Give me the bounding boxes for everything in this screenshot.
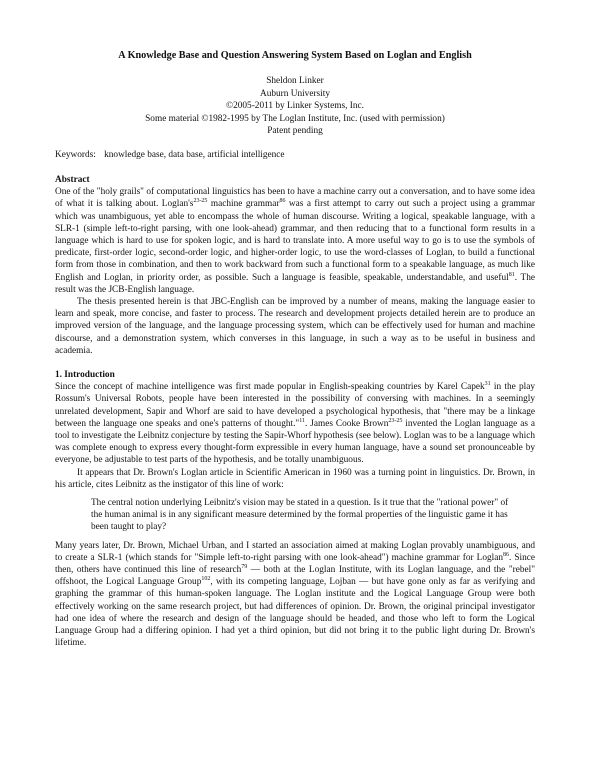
copyright-line: ©2005-2011 by Linker Systems, Inc. bbox=[226, 101, 364, 112]
intro-paragraph-3 bbox=[55, 540, 535, 650]
author-name: Sheldon Linker bbox=[266, 76, 324, 86]
keywords-label: Keywords: bbox=[55, 149, 96, 160]
abstract-paragraph-1 bbox=[55, 186, 535, 296]
citation: 11 bbox=[299, 417, 305, 424]
text-span: . The result was the JCB-English language. bbox=[55, 272, 535, 295]
citation: 86 bbox=[502, 551, 509, 558]
keywords-text: knowledge base, data base, artificial intelligence bbox=[104, 149, 285, 160]
introduction-heading: 1. Introduction bbox=[55, 370, 115, 381]
text-span: — both at the Loglan Institute, with its Loglan language, and the "rebel" offshoot, the Logical Language Group bbox=[55, 565, 535, 588]
text-span: One of the "holy grails" of computational linguistics has been to have a machine carry out a conversation, and to have some idea of what it is talking about. Loglan's bbox=[55, 187, 535, 210]
intro-paragraph-2: It appears that Dr. Brown's Loglan article in Scientific American in 1960 was a turning point in linguistics. Dr. Brown, in his article, cites Leibnitz as the instigator of this line of work: bbox=[55, 467, 535, 490]
citation: 81 bbox=[508, 271, 515, 278]
block-quote: The central notion underlying Leibnitz's vision may be stated in a question. Is it true that the "rational power" of the human animal is in any significant measure determined by the formal properties of the linguistic game it has been taught to play? bbox=[91, 498, 509, 533]
citation: 86 bbox=[279, 198, 286, 205]
citation: 23-25 bbox=[388, 417, 403, 424]
intro-paragraph-1 bbox=[55, 381, 535, 466]
text-span: in the play Rossum's Universal Robots, people have been interested in the possibility of conversing with machines. In a seemingly unrelated development, Sapir and Whorf are said to have developed a psychological hypothesis, that "there may be a linkage between the language one speaks and one's patterns of thought." bbox=[55, 382, 535, 429]
abstract-heading: Abstract bbox=[55, 174, 90, 185]
text-span: invented the Loglan language as a tool to investigate the Leibnitz conjecture by testing the Sapir-Whorf hypothesis (see below). Loglan was to be a language which was complete enough to express every thought-form expressible in every human language, have a sound set pronounceable by everyone, be adjustable to test parts of the hypothesis, and be totally unambiguous. bbox=[55, 418, 536, 466]
author-block bbox=[55, 75, 535, 138]
text-span: Since the concept of machine intelligence was first made popular in English-speaking countries by Karel Capek bbox=[55, 382, 485, 393]
text-span: machine grammar bbox=[207, 199, 280, 210]
citation: 31 bbox=[484, 381, 491, 388]
citation: 79 bbox=[241, 563, 248, 570]
text-span: , with its competing language, Lojban — but have gone only as far as verifying and graphing the grammar of this human-spoken language. The Loglan institute and the Logical Language Group were both effectively working on the same research project, but had differences of opinion. Dr. Brown, the original principal investigator had one idea of where the research and design of the language should be headed, and those who left to form the Logical Language Group had a differing opinion. I had yet a third opinion, but did not bring it to the public light during Dr. Brown's lifetime. bbox=[55, 577, 536, 649]
author-affiliation: Auburn University bbox=[260, 88, 330, 99]
text-span: . James Cooke Brown bbox=[304, 418, 389, 429]
keywords-line bbox=[55, 150, 535, 160]
paper-title: A Knowledge Base and Question Answering System Based on Loglan and English bbox=[118, 50, 472, 61]
text-span: . Since then, others have continued this line of research bbox=[55, 552, 535, 576]
patent-line: Patent pending bbox=[267, 126, 323, 137]
text-span: Many years later, Dr. Brown, Michael Urban, and I started an association aimed at making Loglan provably unambiguous, and to create a SLR-1 (which stands for "Simple left-to-right parsing with one look-ahead") machine grammar for Loglan bbox=[55, 540, 535, 563]
abstract-paragraph-2: The thesis presented herein is that JBC-English can be improved by a number of means, making the language easier to learn and speak, more concise, and faster to process. The research and development projects detailed herein are to produce an improved version of the language, and the language processing system, which can be effectively used for human and machine discourse, and a demonstration system, which converses in this language, in such a way as to be useful in business and academia. bbox=[55, 297, 535, 356]
citation: 23-25 bbox=[193, 198, 208, 205]
citation: 102 bbox=[201, 576, 211, 583]
material-line: Some material ©1982-1995 by The Loglan Institute, Inc. (used with permission) bbox=[145, 113, 445, 124]
text-span: was a first attempt to carry out such a project using a grammar which was unambiguous, yet able to encompass the whole of human discourse. Writing a logical, speakable language, with a SLR-1 (simple left-to-right parsing, with one look-ahead) grammar, and then reducing that to a functional form results in a language which is hard to use for spoken logic, and is hard to translate into. A more useful way to go is to use the symbols of predicate, first-order logic, second-order logic, and higher-order logic, to use the word-classes of Loglan, to build a functional form from those in combination, and then to work backward from such a functional form to a speakable language, as much like English and Loglan, in priority order, as possible. Such a language is feasible, speakable, understandable, and useful bbox=[55, 199, 536, 283]
